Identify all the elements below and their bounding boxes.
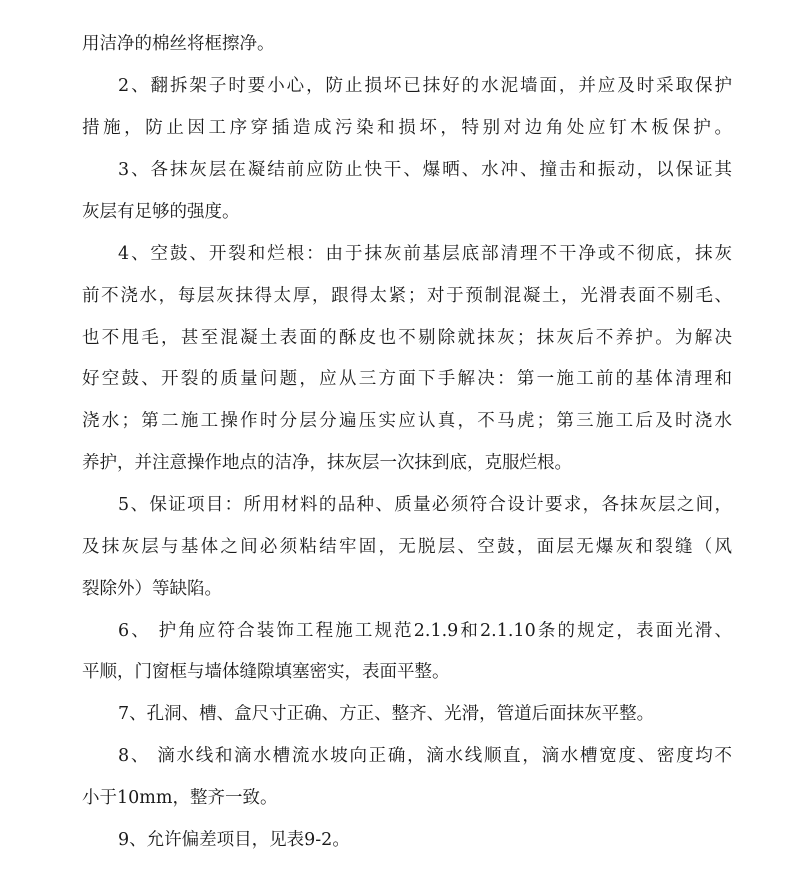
text-line: 好空鼓、开裂的质量问题，应从三方面下手解决：第一施工前的基体清理和 xyxy=(82,369,732,389)
text-line: 7、孔洞、槽、盒尺寸正确、方正、整齐、光滑，管道后面抹灰平整。 xyxy=(118,704,655,724)
text-line: 6、 护角应符合装饰工程施工规范2.1.9和2.1.10条的规定，表面光滑、 xyxy=(118,621,732,641)
text-line: 前不浇水，每层灰抹得太厚，跟得太紧；对于预制混凝土，光滑表面不剔毛、 xyxy=(82,286,732,306)
text-line: 3、各抹灰层在凝结前应防止快干、爆晒、水冲、撞击和振动，以保证其 xyxy=(118,160,732,180)
text-line: 8、 滴水线和滴水槽流水坡向正确，滴水线顺直，滴水槽宽度、密度均不 xyxy=(118,746,732,766)
text-line: 裂除外）等缺陷。 xyxy=(82,579,222,599)
text-line: 也不甩毛，甚至混凝土表面的酥皮也不剔除就抹灰；抹灰后不养护。为解决 xyxy=(82,328,732,348)
text-line: 2、翻拆架子时要小心，防止损坏已抹好的水泥墙面，并应及时采取保护 xyxy=(118,76,732,96)
text-line: 灰层有足够的强度。 xyxy=(82,202,240,222)
text-line: 平顺，门窗框与墙体缝隙填塞密实，表面平整。 xyxy=(82,662,450,682)
text-line: 措施，防止因工序穿插造成污染和损坏，特别对边角处应钉木板保护。 xyxy=(82,118,732,138)
text-line: 4、空鼓、开裂和烂根：由于抹灰前基层底部清理不干净或不彻底，抹灰 xyxy=(118,244,732,264)
text-line: 小于10mm，整齐一致。 xyxy=(82,788,278,808)
text-line: 浇水；第二施工操作时分层分遍压实应认真，不马虎；第三施工后及时浇水 xyxy=(82,411,732,431)
text-line: 及抹灰层与基体之间必须粘结牢固，无脱层、空鼓，面层无爆灰和裂缝（风 xyxy=(82,537,732,557)
text-line: 9、允许偏差项目，见表9-2。 xyxy=(118,830,350,850)
text-line: 用洁净的棉丝将框擦净。 xyxy=(82,34,275,54)
text-line: 养护，并注意操作地点的洁净，抹灰层一次抹到底，克服烂根。 xyxy=(82,453,572,473)
text-line: 5、保证项目：所用材料的品种、质量必须符合设计要求，各抹灰层之间， xyxy=(118,495,732,515)
